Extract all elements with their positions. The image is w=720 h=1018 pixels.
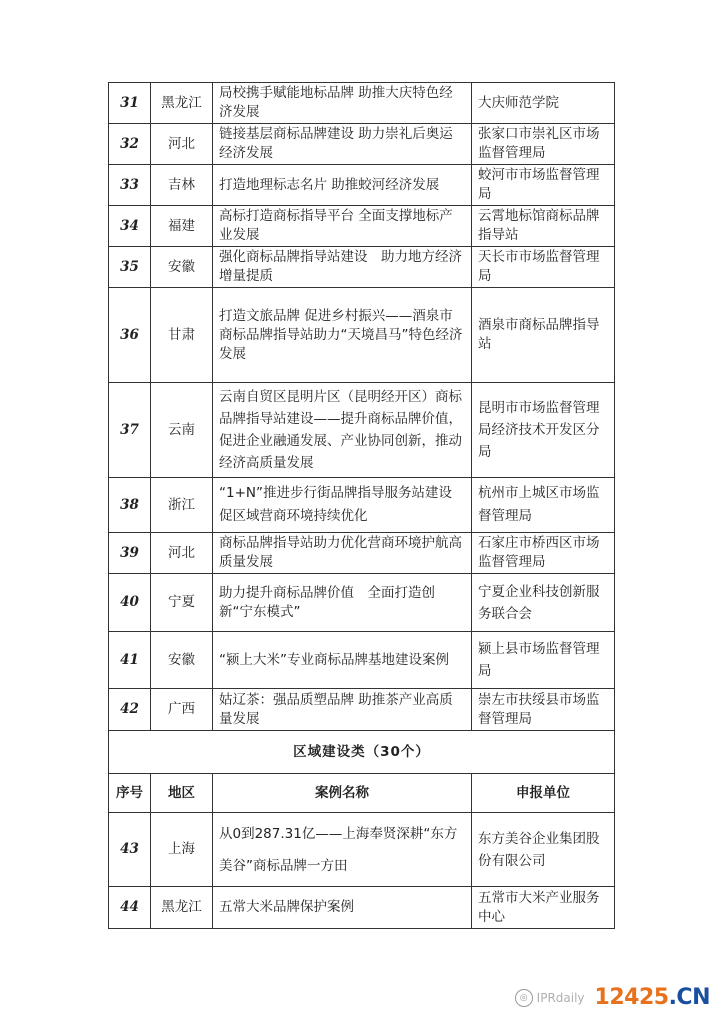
section-title: 区域建设类（30个）	[109, 731, 615, 774]
table-row	[109, 288, 615, 383]
header-case-name: 案例名称	[213, 774, 472, 813]
case-name-cell: 云南自贸区昆明片区（昆明经开区）商标品牌指导站建设——提升商标品牌价值，促进企业融通发展、产业协同创新，推动经济高质量发展	[213, 383, 472, 478]
applicant-cell: 颍上县市场监督管理局	[472, 632, 615, 689]
table-row	[109, 206, 615, 247]
table-row	[109, 632, 615, 689]
province-cell: 安徽	[151, 247, 213, 288]
province-cell: 黑龙江	[151, 83, 213, 124]
case-name-cell: 打造文旅品牌 促进乡村振兴——酒泉市商标品牌指导站助力“天境昌马”特色经济发展	[213, 288, 472, 383]
watermark-text: IPRdaily	[536, 990, 585, 1005]
province-cell: 河北	[151, 124, 213, 165]
province-cell: 广西	[151, 689, 213, 731]
table-row	[109, 689, 615, 731]
applicant-cell: 杭州市上城区市场监督管理局	[472, 478, 615, 533]
site-logo	[595, 985, 710, 1010]
province-cell: 宁夏	[151, 574, 213, 632]
row-number: 37	[109, 383, 151, 478]
logo-number: 12425	[594, 985, 669, 1010]
applicant-cell: 宁夏企业科技创新服务联合会	[472, 574, 615, 632]
row-number: 44	[109, 887, 151, 929]
applicant-cell: 云霄地标馆商标品牌指导站	[472, 206, 615, 247]
table-row	[109, 165, 615, 206]
case-list-table	[108, 82, 615, 929]
row-number: 35	[109, 247, 151, 288]
case-name-cell: “颍上大米”专业商标品牌基地建设案例	[213, 632, 472, 689]
row-number: 33	[109, 165, 151, 206]
province-cell: 黑龙江	[151, 887, 213, 929]
case-name-cell: 局校携手赋能地标品牌 助推大庆特色经济发展	[213, 83, 472, 124]
wechat-icon: ◎	[515, 989, 533, 1007]
province-cell: 上海	[151, 813, 213, 887]
case-name-cell: 打造地理标志名片 助推蛟河经济发展	[213, 165, 472, 206]
row-number: 31	[109, 83, 151, 124]
header-number: 序号	[109, 774, 151, 813]
province-cell: 云南	[151, 383, 213, 478]
applicant-cell: 张家口市崇礼区市场监督管理局	[472, 124, 615, 165]
header-row	[109, 774, 615, 813]
table-row	[109, 478, 615, 533]
applicant-cell: 东方美谷企业集团股份有限公司	[472, 813, 615, 887]
case-name-cell: 强化商标品牌指导站建设 助力地方经济增量提质	[213, 247, 472, 288]
applicant-cell: 蛟河市市场监督管理局	[472, 165, 615, 206]
table-row	[109, 124, 615, 165]
table-row	[109, 83, 615, 124]
case-name-cell: 五常大米品牌保护案例	[213, 887, 472, 929]
table-row	[109, 813, 615, 887]
table-row	[109, 533, 615, 574]
case-name-cell: 链接基层商标品牌建设 助力崇礼后奥运经济发展	[213, 124, 472, 165]
province-cell: 浙江	[151, 478, 213, 533]
case-name-cell: 姑辽茶：强品质塑品牌 助推茶产业高质量发展	[213, 689, 472, 731]
province-cell: 吉林	[151, 165, 213, 206]
row-number: 42	[109, 689, 151, 731]
applicant-cell: 五常市大米产业服务中心	[472, 887, 615, 929]
table-row	[109, 247, 615, 288]
watermark	[515, 985, 710, 1010]
row-number: 32	[109, 124, 151, 165]
applicant-cell: 崇左市扶绥县市场监督管理局	[472, 689, 615, 731]
row-number: 36	[109, 288, 151, 383]
applicant-cell: 天长市市场监督管理局	[472, 247, 615, 288]
table-row	[109, 383, 615, 478]
logo-suffix: .CN	[668, 985, 710, 1010]
applicant-cell: 酒泉市商标品牌指导站	[472, 288, 615, 383]
applicant-cell: 石家庄市桥西区市场监督管理局	[472, 533, 615, 574]
case-name-cell: 高标打造商标指导平台 全面支撑地标产业发展	[213, 206, 472, 247]
table-row	[109, 887, 615, 929]
section-row	[109, 731, 615, 774]
row-number: 41	[109, 632, 151, 689]
row-number: 40	[109, 574, 151, 632]
case-name-cell: 从0到287.31亿——上海奉贤深耕“东方美谷”商标品牌一方田	[213, 813, 472, 887]
case-name-cell: 商标品牌指导站助力优化营商环境护航高质量发展	[213, 533, 472, 574]
table-row	[109, 574, 615, 632]
case-name-cell: “1+N”推进步行街品牌指导服务站建设 促区域营商环境持续优化	[213, 478, 472, 533]
header-applicant: 申报单位	[472, 774, 615, 813]
province-cell: 安徽	[151, 632, 213, 689]
province-cell: 福建	[151, 206, 213, 247]
applicant-cell: 昆明市市场监督管理局经济技术开发区分局	[472, 383, 615, 478]
province-cell: 甘肃	[151, 288, 213, 383]
province-cell: 河北	[151, 533, 213, 574]
applicant-cell: 大庆师范学院	[472, 83, 615, 124]
row-number: 34	[109, 206, 151, 247]
case-name-cell: 助力提升商标品牌价值 全面打造创新“宁东模式”	[213, 574, 472, 632]
header-region: 地区	[151, 774, 213, 813]
row-number: 39	[109, 533, 151, 574]
row-number: 43	[109, 813, 151, 887]
row-number: 38	[109, 478, 151, 533]
